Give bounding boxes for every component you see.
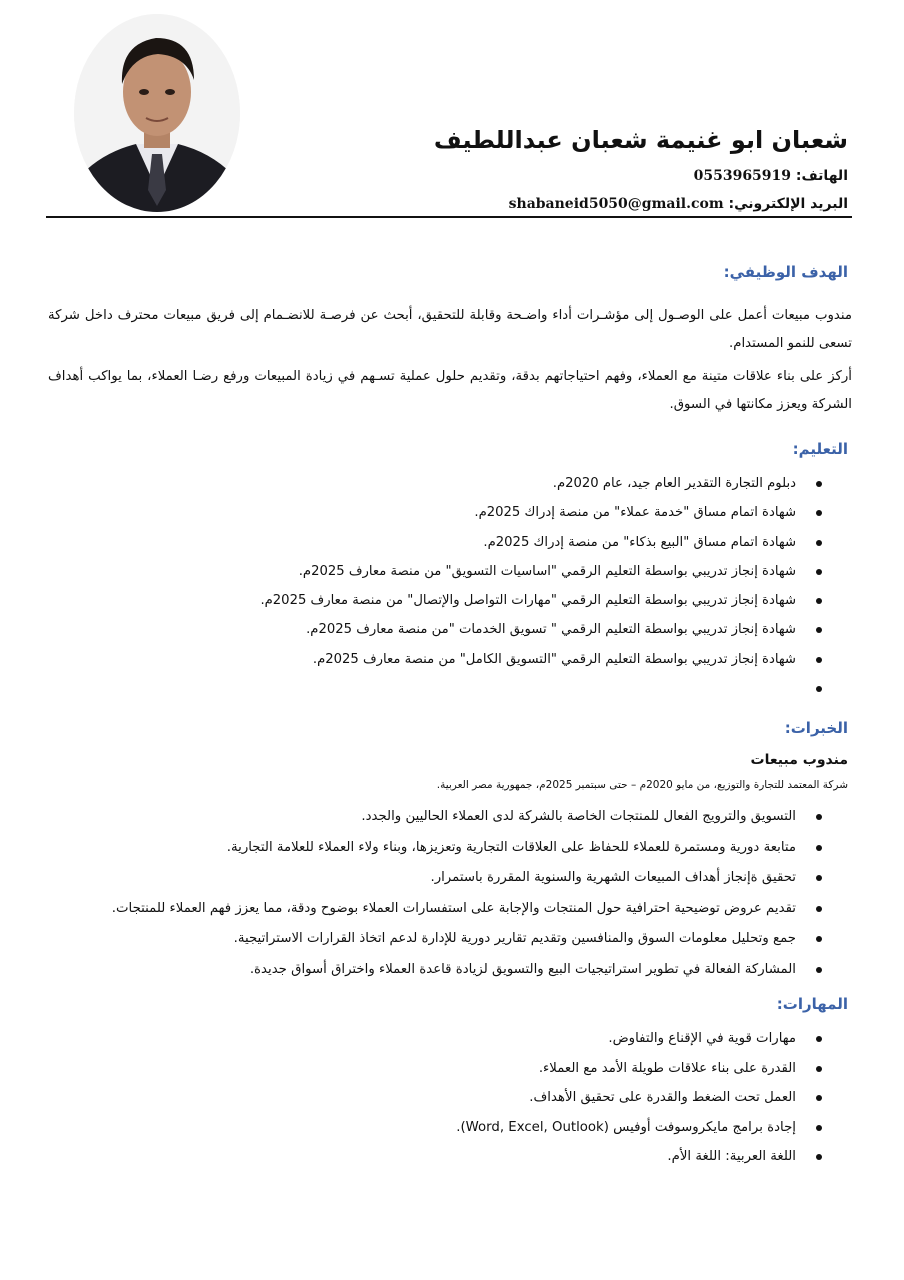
skills-list [456, 1024, 822, 1172]
education-item: دبلوم التجارة التقدير العام جيد، عام 2020م. [260, 469, 822, 498]
profile-photo [74, 14, 240, 212]
education-item: شهادة اتمام مساق "خدمة عملاء" من منصة إدراك 2025م. [260, 498, 822, 527]
education-item: شهادة اتمام مساق "البيع بذكاء" من منصة إدراك 2025م. [260, 528, 822, 557]
skill-item: القدرة على بناء علاقات طويلة الأمد مع العملاء. [456, 1054, 822, 1084]
objective-title: الهدف الوظيفي: [723, 263, 848, 281]
experience-item: جمع وتحليل معلومات السوق والمنافسين وتقديم تقارير دورية للإدارة لدعم اتخاذ القرارات الاستراتيجية. [112, 924, 822, 955]
experience-list [112, 802, 822, 986]
phone-line [694, 168, 848, 184]
job-title: مندوب مبيعات [750, 752, 848, 768]
experience-item: التسويق والترويج الفعال للمنتجات الخاصة بالشركة لدى العملاء الحاليين والجدد. [112, 802, 822, 833]
objective-paragraph-1: مندوب مبيعات أعمل على الوصـول إلى مؤشـرات أداء واضـحة وقابلة للتحقيق، أبحث عن فرصـة للانضـمام إلى فريق مبيعات محترف داخل شركة تسعى للنمو المستدام. [48, 308, 852, 351]
experience-item: تقديم عروض توضيحية احترافية حول المنتجات والإجابة على استفسارات العملاء بوضوح ودقة، مما يعزز فهم العملاء للمنتجات. [112, 894, 822, 925]
email-label: البريد الإلكتروني: [728, 196, 848, 212]
skill-item: إجادة برامج مايكروسوفت أوفيس (Word, Excel, Outlook). [456, 1113, 822, 1143]
experience-item: المشاركة الفعالة في تطوير استراتيجيات البيع والتسويق لزيادة قاعدة العملاء واختراق أسواق جديدة. [112, 955, 822, 986]
email-address: shabaneid5050@gmail.com [508, 196, 724, 212]
education-item: شهادة إنجاز تدريبي بواسطة التعليم الرقمي "اساسيات التسويق" من منصة معارف 2025م. [260, 557, 822, 586]
skill-item: اللغة العربية: اللغة الأم. [456, 1142, 822, 1172]
education-title: التعليم: [792, 440, 848, 458]
phone-label: الهاتف: [795, 168, 848, 184]
candidate-name: شعبان ابو غنيمة شعبان عبداللطيف [433, 126, 848, 154]
job-meta: شركة المعتمد للتجارة والتوزيع، من مايو 2020م – حتى سبتمبر 2025م، جمهورية مصر العربية. [436, 779, 848, 791]
objective-paragraph-2: أركز على بناء علاقات متينة مع العملاء، وفهم احتياجاتهم بدقة، وتقديم حلول عملية تسـهم في زيادة المبيعات ورفع رضـا العملاء، بما يواكب أهداف الشركة ويعزز مكانتها في السوق. [48, 369, 852, 412]
skills-title: المهارات: [776, 995, 848, 1013]
education-list [260, 469, 822, 703]
education-item: شهادة إنجاز تدريبي بواسطة التعليم الرقمي " تسويق الخدمات "من منصة معارف 2025م. [260, 615, 822, 644]
skill-item: العمل تحت الضغط والقدرة على تحقيق الأهداف. [456, 1083, 822, 1113]
profile-photo-illustration [74, 14, 240, 212]
experience-item: تحقيق ةإنجاز أهداف المبيعات الشهرية والسنوية المقررة باستمرار. [112, 863, 822, 894]
education-item: شهادة إنجاز تدريبي بواسطة التعليم الرقمي "مهارات التواصل والإتصال" من منصة معارف 2025م. [260, 586, 822, 615]
experience-title: الخبرات: [784, 719, 848, 737]
education-item-empty [260, 674, 822, 703]
header-divider [46, 216, 852, 218]
phone-number: 0553965919 [693, 168, 792, 184]
education-item: شهادة إنجاز تدريبي بواسطة التعليم الرقمي "التسويق الكامل" من منصة معارف 2025م. [260, 645, 822, 674]
experience-item: متابعة دورية ومستمرة للعملاء للحفاظ على العلاقات التجارية وتعزيزها، وبناء ولاء العملاء للعلامة التجارية. [112, 833, 822, 864]
email-line [509, 196, 848, 212]
skill-item: مهارات قوية في الإقناع والتفاوض. [456, 1024, 822, 1054]
